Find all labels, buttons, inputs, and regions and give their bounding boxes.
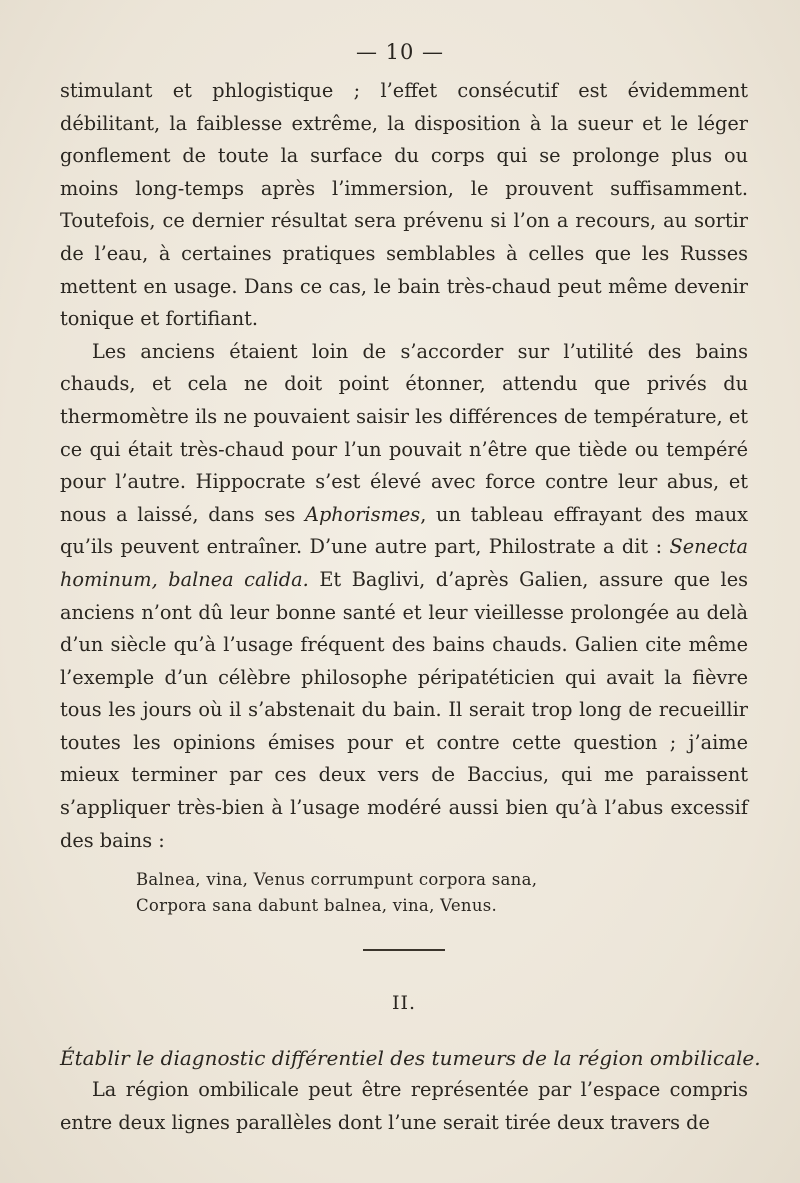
paragraph-2-part-2: , un tableau effrayant des maux qu’ils peuvent entraîner. D’une autre part, Philostrate a dit : [60, 502, 748, 559]
verse-line-1: Balnea, vina, Venus corrumpunt corpora sana, [136, 870, 538, 890]
page-number: — 10 — [355, 40, 445, 64]
verse-line-2: Corpora sana dabunt balnea, vina, Venus. [136, 896, 498, 916]
page-body [60, 75, 761, 1140]
section-title: Établir le diagnostic différentiel des tumeurs de la région ombilicale. [60, 1045, 761, 1070]
verse-quote [136, 867, 748, 919]
section-body-paragraph: La région ombilicale peut être représentée par l’espace compris entre deux lignes parallèles dont l’une serait tirée deux travers de [60, 1078, 748, 1135]
paragraph-2-part-1: Les anciens étaient loin de s’accorder sur l’utilité des bains chauds, et cela ne doit point étonner, attendu que privés du thermomètre ils ne pouvaient saisir les différences de température, et ce qui était très-chaud pour l’un pouvait n’être que tiède ou tempéré pour l’autre. Hippocrate s’est élevé avec force contre leur abus, et nous a laissé, dans ses [60, 339, 748, 526]
section-number: II. [391, 992, 417, 1015]
paragraph-2 [60, 336, 748, 858]
paragraph-1: stimulant et phlogistique ; l’effet consécutif est évidemment débilitant, la faiblesse extrême, la disposition à la sueur et le léger gonflement de toute la surface du corps qui se prolonge plus ou moins long-temps après l’immersion, le prouvent suffisamment. Toutefois, ce dernier résultat sera prévenu si l’on a recours, au sortir de l’eau, à certaines pratiques semblables à celles que les Russes mettent en usage. Dans ce cas, le bain très-chaud peut même devenir tonique et fortifiant. [60, 79, 748, 331]
section-divider [363, 949, 445, 951]
latin-quote: Senecta hominum, balnea calida. [60, 535, 748, 591]
aphorismes-title: Aphorismes [305, 502, 421, 526]
paragraph-2-part-3: Et Baglivi, d’après Galien, assure que les anciens n’ont dû leur bonne santé et leur vieillesse prolongée au delà d’un siècle qu’à l’usage fréquent des bains chauds. Galien cite même l’exemple d’un célèbre philosophe péripatéticien qui avait la fièvre tous les jours où il s’abstenait du bain. Il serait trop long de recueillir toutes les opinions émises pour et contre cette question ; j’aime mieux terminer par ces deux vers de Baccius, qui me paraissent s’appliquer très-bien à l’usage modéré aussi bien qu’à l’abus excessif des bains : [60, 567, 749, 852]
